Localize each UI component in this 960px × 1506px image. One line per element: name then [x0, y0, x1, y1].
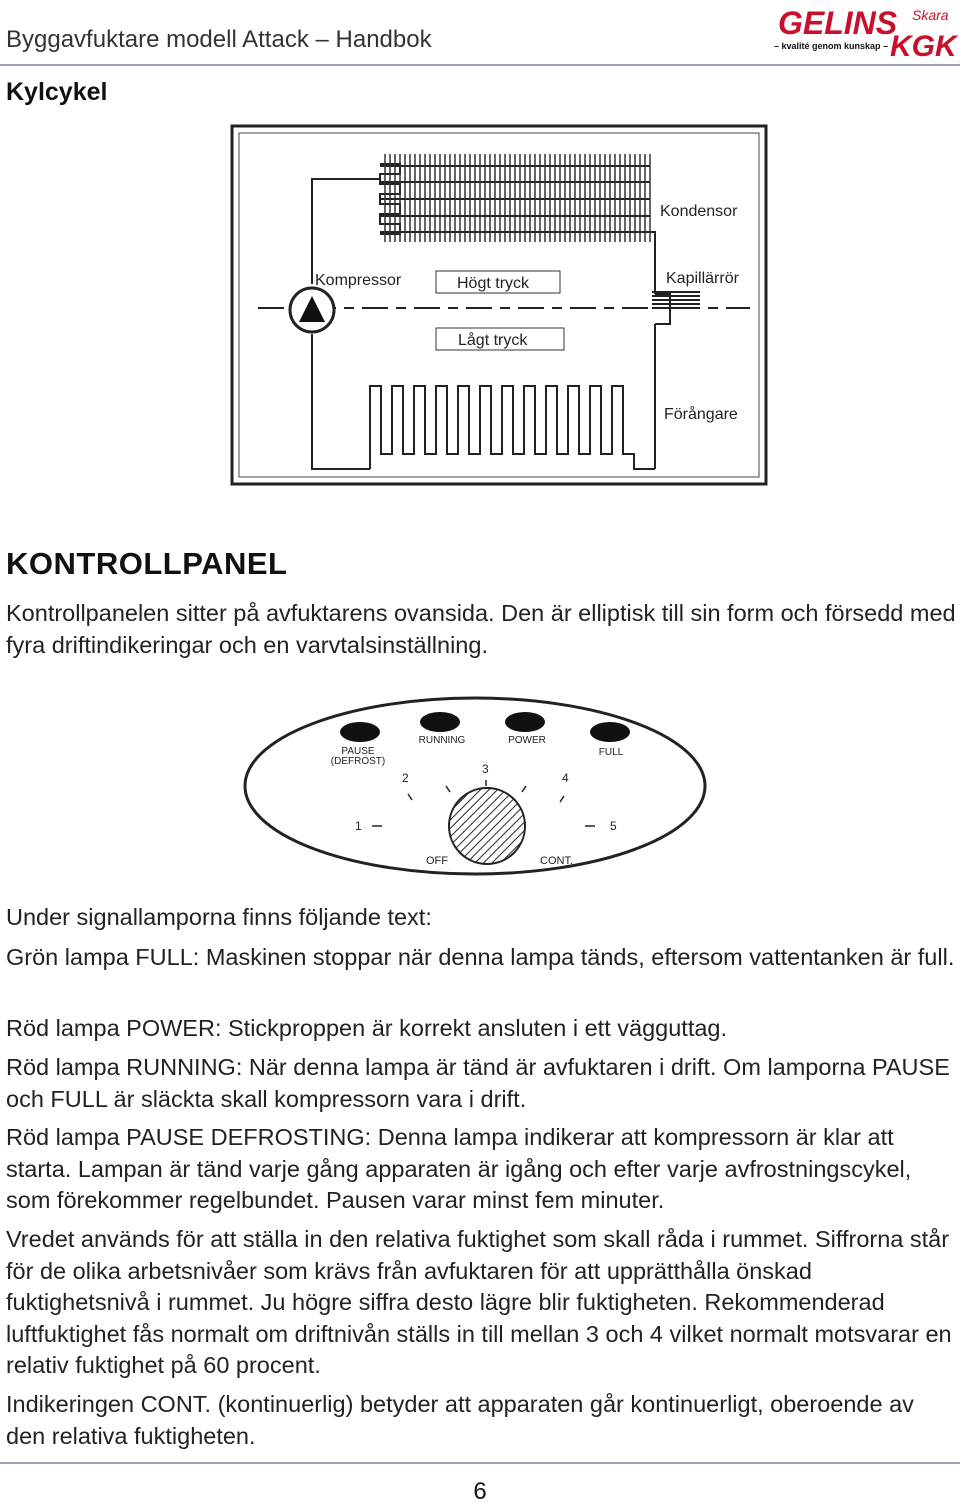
paragraph-full: Grön lampa FULL: Maskinen stoppar när denna lampa tänds, eftersom vattentanken är full.	[6, 944, 955, 970]
label-kondensor: Kondensor	[660, 203, 738, 220]
paragraph-dial: Vredet används för att ställa in den relativa fuktighet som skall råda i rummet. Siffrorna står för de olika arbetsnivåer som krävs från avfuktaren för att upprätthålla önskad fuktighetsnivå i rummet. Ju högre siffra desto lägre blir fuktigheten. Rekommenderad luftfuktighet fås normalt om driftnivån ställs in till mellan 3 och 4 vilket normalt motsvarar en relativ fuktighet på 60 procent.	[6, 1226, 952, 1378]
header-divider	[0, 64, 960, 66]
label-hogt-tryck: Högt tryck	[457, 275, 530, 292]
document-header-title: Byggavfuktare modell Attack – Handbok	[6, 26, 432, 53]
evaporator-coil	[370, 386, 655, 469]
cooling-cycle-diagram	[230, 124, 770, 489]
panel-label-running: RUNNING	[418, 735, 466, 746]
logo-script: Skara	[912, 7, 949, 23]
panel-label-defrost: (DEFROST)	[330, 756, 386, 767]
logo-sub: KGK	[890, 30, 957, 60]
running-lamp	[420, 712, 460, 732]
label-kompressor: Kompressor	[315, 272, 402, 289]
power-lamp	[505, 712, 545, 732]
dial-label-off: OFF	[426, 855, 448, 867]
paragraph-power: Röd lampa POWER: Stickproppen är korrekt ansluten i ett vägguttag.	[6, 1015, 728, 1041]
cooling-cycle-title: Kylcykel	[6, 78, 108, 106]
evaporator-path	[370, 386, 655, 469]
compressor-symbol	[290, 288, 334, 332]
control-panel-intro: Kontrollpanelen sitter på avfuktarens ovansida. Den är elliptisk till sin form och försedd med fyra driftindikeringar och en varvtalsinställning.	[6, 600, 956, 658]
page-number: 6	[473, 1478, 487, 1505]
label-lagt-tryck: Lågt tryck	[458, 332, 528, 349]
humidity-dial[interactable]	[449, 788, 525, 864]
dial-number-3: 3	[482, 762, 489, 776]
dial-number-2: 2	[402, 771, 409, 785]
logo-tagline: – kvalité genom kunskap –	[774, 41, 889, 51]
label-forangare: Förångare	[664, 406, 738, 423]
control-panel-illustration	[240, 690, 710, 880]
control-panel-heading: KONTROLLPANEL	[6, 546, 288, 581]
gelins-kgk-logo	[772, 2, 958, 60]
panel-label-power: POWER	[508, 735, 546, 746]
dial-number-1: 1	[355, 819, 362, 833]
logo-brand: GELINS	[778, 5, 898, 41]
pause-lamp	[340, 722, 380, 742]
paragraph-running: Röd lampa RUNNING: När denna lampa är tänd är avfuktaren i drift. Om lamporna PAUSE och FULL är släckta skall kompressorn vara i drift.	[6, 1054, 950, 1112]
panel-label-full: FULL	[598, 747, 624, 758]
panel-label-pause: PAUSE	[341, 746, 375, 757]
dial-number-4: 4	[562, 771, 569, 785]
dial-label-cont: CONT.	[540, 855, 573, 867]
paragraph-cont: Indikeringen CONT. (kontinuerlig) betyder att apparaten går kontinuerligt, oberoende av den relativa fuktigheten.	[6, 1391, 914, 1449]
paragraph-pause-defrost: Röd lampa PAUSE DEFROSTING: Denna lampa indikerar att kompressorn är klar att starta. Lampan är tänd varje gång apparaten är igång och efter varje avfrostningscykel, som förekommer regelbundet. Pausen varar minst fem minuter.	[6, 1124, 912, 1213]
footer-divider	[0, 1462, 960, 1464]
full-lamp	[590, 722, 630, 742]
paragraph-signal-text: Under signallamporna finns följande text:	[6, 904, 432, 930]
dial-number-5: 5	[610, 819, 617, 833]
label-kapillarror: Kapillärrör	[666, 270, 739, 287]
